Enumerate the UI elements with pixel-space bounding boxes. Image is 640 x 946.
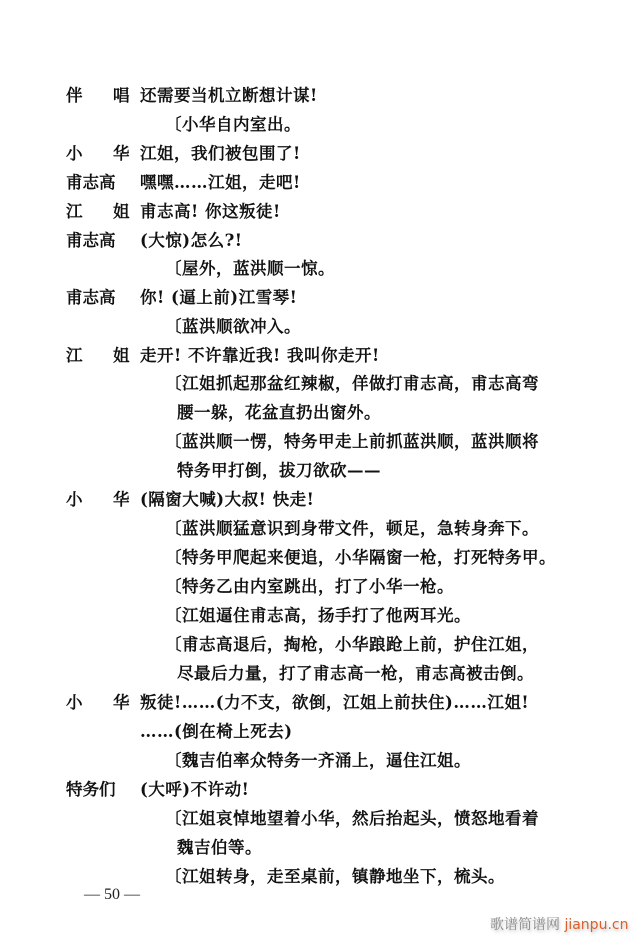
speaker-char: 甫志高	[66, 231, 116, 250]
speaker-name	[66, 202, 130, 222]
dialogue-text: 叛徒!……(力不支，欲倒，江姐上前扶住)……江姐!	[140, 693, 530, 712]
dialogue-text: 甫志高! 你这叛徒!	[140, 202, 281, 221]
stage-direction: 〔甫志高退后，掏枪，小华踉跄上前，护住江姐，	[165, 635, 539, 654]
stage-direction: 〔江姐哀悼地望着小华，然后抬起头，愤怒地看着	[165, 809, 539, 828]
speaker-char: 华	[113, 144, 130, 163]
dialogue-text: 江姐，我们被包围了!	[140, 144, 301, 163]
speaker-char: 甫志高	[66, 288, 116, 307]
speaker-char: 江	[66, 346, 83, 365]
speaker-char: 华	[113, 490, 130, 509]
stage-direction: 〔小华自内室出。	[165, 115, 301, 134]
speaker-name	[66, 490, 130, 510]
stage-direction: 〔特务甲爬起来便追，小华隔窗一枪，打死特务甲。	[165, 548, 556, 567]
stage-direction: 〔江姐转身，走至桌前，镇静地坐下，梳头。	[165, 867, 505, 886]
speaker-char: 姐	[113, 346, 130, 365]
speaker-name	[66, 86, 130, 106]
speaker-char: 伴	[66, 86, 83, 105]
watermark-en: jianpu.cn	[564, 917, 629, 933]
speaker-name	[66, 693, 130, 713]
dialogue-text: 嘿嘿……江姐，走吧!	[140, 173, 301, 192]
stage-direction: 〔魏吉伯率众特务一齐涌上，逼住江姐。	[165, 751, 471, 770]
speaker-char: 特务们	[66, 780, 116, 799]
stage-direction: 腰一躲，花盆直扔出窗外。	[177, 403, 381, 422]
speaker-name	[66, 346, 130, 366]
stage-direction: 〔屋外，蓝洪顺一惊。	[165, 259, 335, 278]
speaker-name	[66, 780, 130, 800]
speaker-name	[66, 173, 130, 193]
dialogue-text: 你! (逼上前)江雪琴!	[140, 288, 298, 307]
watermark-cn: 歌谱简谱网	[490, 917, 560, 933]
speaker-char: 华	[113, 693, 130, 712]
dialogue-continuation: ……(倒在椅上死去)	[140, 722, 293, 741]
stage-direction: 〔特务乙由内室跳出，打了小华一枪。	[165, 577, 454, 596]
speaker-char: 小	[66, 490, 83, 509]
stage-direction: 〔江姐抓起那盆红辣椒，佯做打甫志高，甫志高弯	[165, 374, 539, 393]
speaker-name	[66, 144, 130, 164]
stage-direction: 〔蓝洪顺欲冲入。	[165, 317, 301, 336]
stage-direction: 魏吉伯等。	[177, 838, 262, 857]
speaker-name	[66, 231, 130, 251]
dialogue-text: (大呼)不许动!	[140, 780, 250, 799]
stage-direction: 特务甲打倒，拔刀欲砍——	[177, 461, 381, 480]
speaker-char: 甫志高	[66, 173, 116, 192]
page-number: — 50 —	[84, 886, 140, 903]
stage-direction: 〔江姐逼住甫志高，扬手打了他两耳光。	[165, 606, 471, 625]
watermark	[490, 914, 628, 934]
stage-direction: 尽最后力量，打了甫志高一枪，甫志高被击倒。	[177, 664, 534, 683]
speaker-char: 姐	[113, 202, 130, 221]
speaker-char: 小	[66, 144, 83, 163]
dialogue-text: 走开! 不许靠近我! 我叫你走开!	[140, 346, 380, 365]
stage-direction: 〔蓝洪顺猛意识到身带文件，顿足，急转身奔下。	[165, 519, 539, 538]
stage-direction: 〔蓝洪顺一愣，特务甲走上前抓蓝洪顺，蓝洪顺将	[165, 432, 539, 451]
speaker-char: 唱	[113, 86, 130, 105]
speaker-char: 小	[66, 693, 83, 712]
speaker-name	[66, 288, 130, 308]
dialogue-text: (大惊)怎么?!	[140, 231, 243, 250]
speaker-char: 江	[66, 202, 83, 221]
dialogue-text: 还需要当机立断想计谋!	[140, 86, 318, 105]
dialogue-text: (隔窗大喊)大叔! 快走!	[140, 490, 315, 509]
